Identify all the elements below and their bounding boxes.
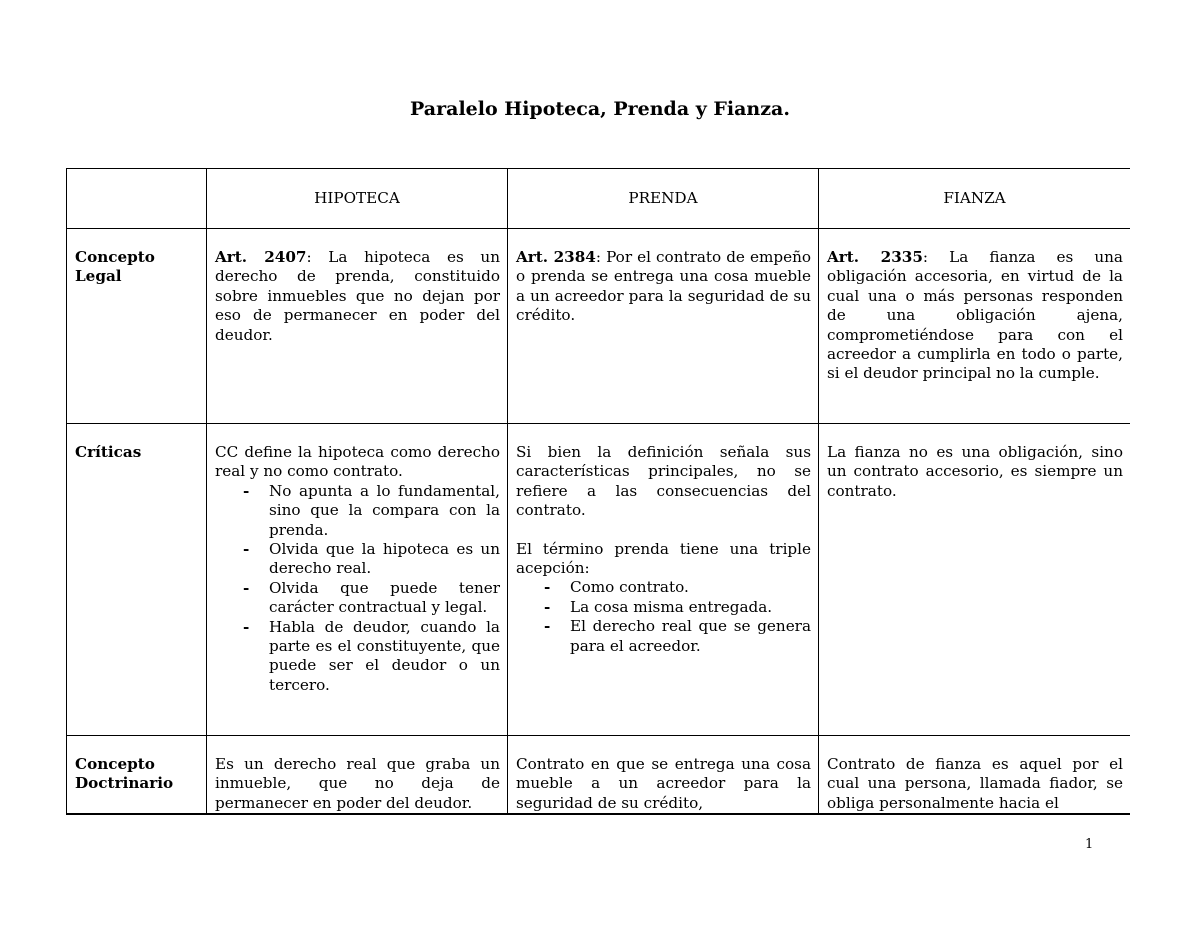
article-ref: Art. 2407 (215, 248, 307, 266)
cell-prenda-criticas (508, 424, 819, 736)
row-concepto-doctrinario (67, 736, 1131, 816)
comparison-table (66, 168, 1130, 815)
list-item: - Habla de deudor, cuando la parte es el constituyente, que puede ser el deudor o un tercero. (269, 618, 500, 696)
table-header-row (67, 169, 1131, 229)
row-criticas (67, 424, 1131, 736)
row-concepto-legal (67, 229, 1131, 424)
article-text: : La fianza es una obligación accesoria, en virtud de la cual una o más personas responden de una obligación ajena, comprometiéndose para con el acreedor a cumplirla en todo o parte, si el deudor principal no la cumple. (827, 248, 1123, 383)
article-text: : Por el contrato de empeño o prenda se entrega una cosa mueble a un acreedor para la seguridad de su crédito. (516, 248, 811, 325)
header-empty-cell (67, 169, 207, 229)
row-label-criticas: Críticas (67, 424, 207, 736)
page-title: Paralelo Hipoteca, Prenda y Fianza. (410, 98, 790, 120)
article-ref: Art. 2384 (516, 248, 596, 266)
cell-prenda-concepto-legal (508, 229, 819, 424)
cell-hipoteca-concepto-legal (207, 229, 508, 424)
row-label-concepto-legal: Concepto Legal (67, 229, 207, 424)
header-fianza: FIANZA (819, 169, 1131, 229)
criticas-hipoteca-intro: CC define la hipoteca como derecho real y no como contrato. (215, 443, 500, 481)
cell-hipoteca-concepto-doctrinario: Es un derecho real que graba un inmueble, que no deja de permanecer en poder del deudor. (207, 736, 508, 816)
list-item: - No apunta a lo fundamental, sino que la compara con la prenda. (269, 482, 500, 540)
criticas-prenda-list (516, 578, 811, 656)
row-label-concepto-doctrinario: Concepto Doctrinario (67, 736, 207, 816)
list-item: - Olvida que puede tener carácter contractual y legal. (269, 579, 500, 618)
cell-fianza-concepto-legal (819, 229, 1131, 424)
article-text: : La hipoteca es un derecho de prenda, constituido sobre inmuebles que no dejan por eso de permanecer en poder del deudor. (215, 248, 500, 344)
criticas-fianza-intro: La fianza no es una obligación, sino un contrato accesorio, es siempre un contrato. (827, 443, 1123, 500)
header-prenda: PRENDA (508, 169, 819, 229)
list-item: - La cosa misma entregada. (570, 598, 811, 617)
header-hipoteca: HIPOTECA (207, 169, 508, 229)
criticas-prenda-intro: Si bien la definición señala sus características principales, no se refiere a las consecuencias del contrato. (516, 443, 811, 520)
cell-fianza-criticas (819, 424, 1131, 736)
cell-prenda-concepto-doctrinario: Contrato en que se entrega una cosa mueble a un acreedor para la seguridad de su crédito, (508, 736, 819, 816)
cell-fianza-concepto-doctrinario: Contrato de fianza es aquel por el cual una persona, llamada fiador, se obliga personalmente hacia el (819, 736, 1131, 816)
cell-hipoteca-criticas (207, 424, 508, 736)
list-item: - Olvida que la hipoteca es un derecho real. (269, 540, 500, 579)
list-item: - El derecho real que se genera para el acreedor. (570, 617, 811, 656)
page-number: 1 (1085, 837, 1094, 852)
article-ref: Art. 2335 (827, 248, 923, 266)
criticas-prenda-intro2: El término prenda tiene una triple acepción: (516, 539, 811, 578)
comparison-table-container (66, 168, 1130, 815)
criticas-hipoteca-list (215, 482, 500, 695)
list-item: - Como contrato. (570, 578, 811, 597)
